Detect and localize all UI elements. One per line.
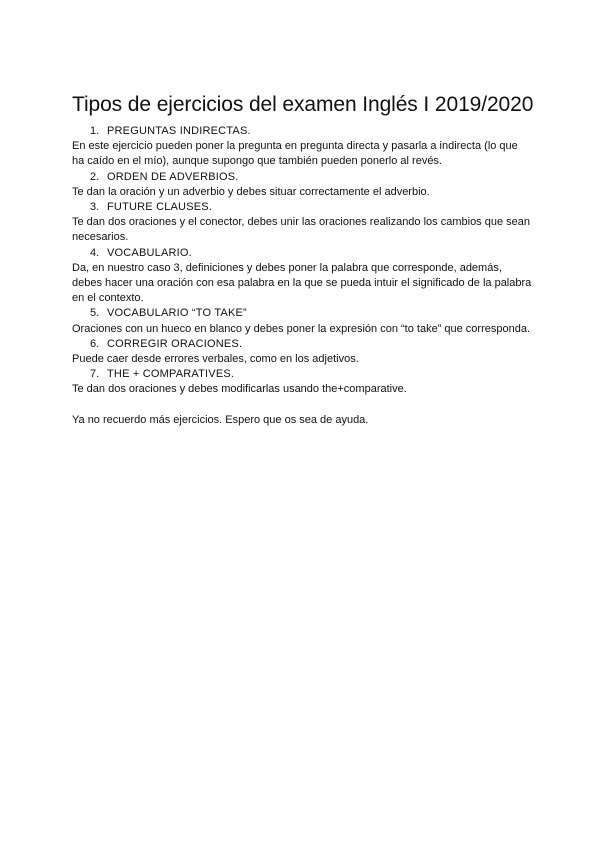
item-number: 3. (90, 201, 100, 214)
item-heading: CORREGIR ORACIONES. (107, 337, 243, 350)
item-description: Te dan dos oraciones y el conector, debes unir las oraciones realizando los cambios que sean necesarios. (72, 216, 530, 244)
list-item-number-1 (72, 124, 532, 139)
list-item-number-2 (72, 170, 532, 185)
item-heading: PREGUNTAS INDIRECTAS. (107, 125, 251, 137)
item-heading: THE + COMPARATIVES. (107, 368, 235, 381)
list-item-number-3 (72, 200, 532, 215)
item-heading: VOCABULARIO. (107, 246, 192, 259)
item-description: Te dan dos oraciones y debes modificarlas usando the+comparative. (72, 383, 407, 396)
closing-paragraph: Ya no recuerdo más ejercicios. Espero que os sea de ayuda. (72, 413, 369, 426)
list-item-number-6 (72, 337, 532, 352)
item-description: En este ejercicio pueden poner la pregunta en pregunta directa y pasarla a indirecta (lo que ha caído en el mío), aunque supongo que también pueden ponerlo al revés. (72, 140, 518, 168)
document-title: Tipos de ejercicios del examen Inglés I 2019/2020 (72, 93, 534, 116)
item-heading: ORDEN DE ADVERBIOS. (107, 170, 239, 183)
item-description: Oraciones con un hueco en blanco y debes poner la expresión con “to take” que corresponda. (72, 322, 531, 335)
item-number: 5. (90, 307, 100, 320)
list-item-number-7 (72, 367, 532, 382)
item-number: 7. (90, 368, 100, 381)
item-number: 2. (90, 170, 100, 183)
item-description: Puede caer desde errores verbales, como en los adjetivos. (72, 353, 359, 366)
exercise-list (72, 124, 532, 428)
item-number: 4. (90, 246, 100, 259)
item-number: 1. (90, 125, 100, 137)
list-item-number-4 (72, 246, 532, 261)
item-description: Da, en nuestro caso 3, definiciones y debes poner la palabra que corresponde, además, debes hacer una oración con esa palabra en la que se pueda intuir el significado de la palabra en el contexto. (72, 261, 532, 305)
item-heading: FUTURE CLAUSES. (107, 201, 213, 214)
item-description: Te dan la oración y un adverbio y debes situar correctamente el adverbio. (72, 185, 430, 198)
item-number: 6. (90, 337, 100, 350)
item-heading: VOCABULARIO “TO TAKE” (107, 307, 247, 320)
list-item-number-5 (72, 306, 532, 321)
